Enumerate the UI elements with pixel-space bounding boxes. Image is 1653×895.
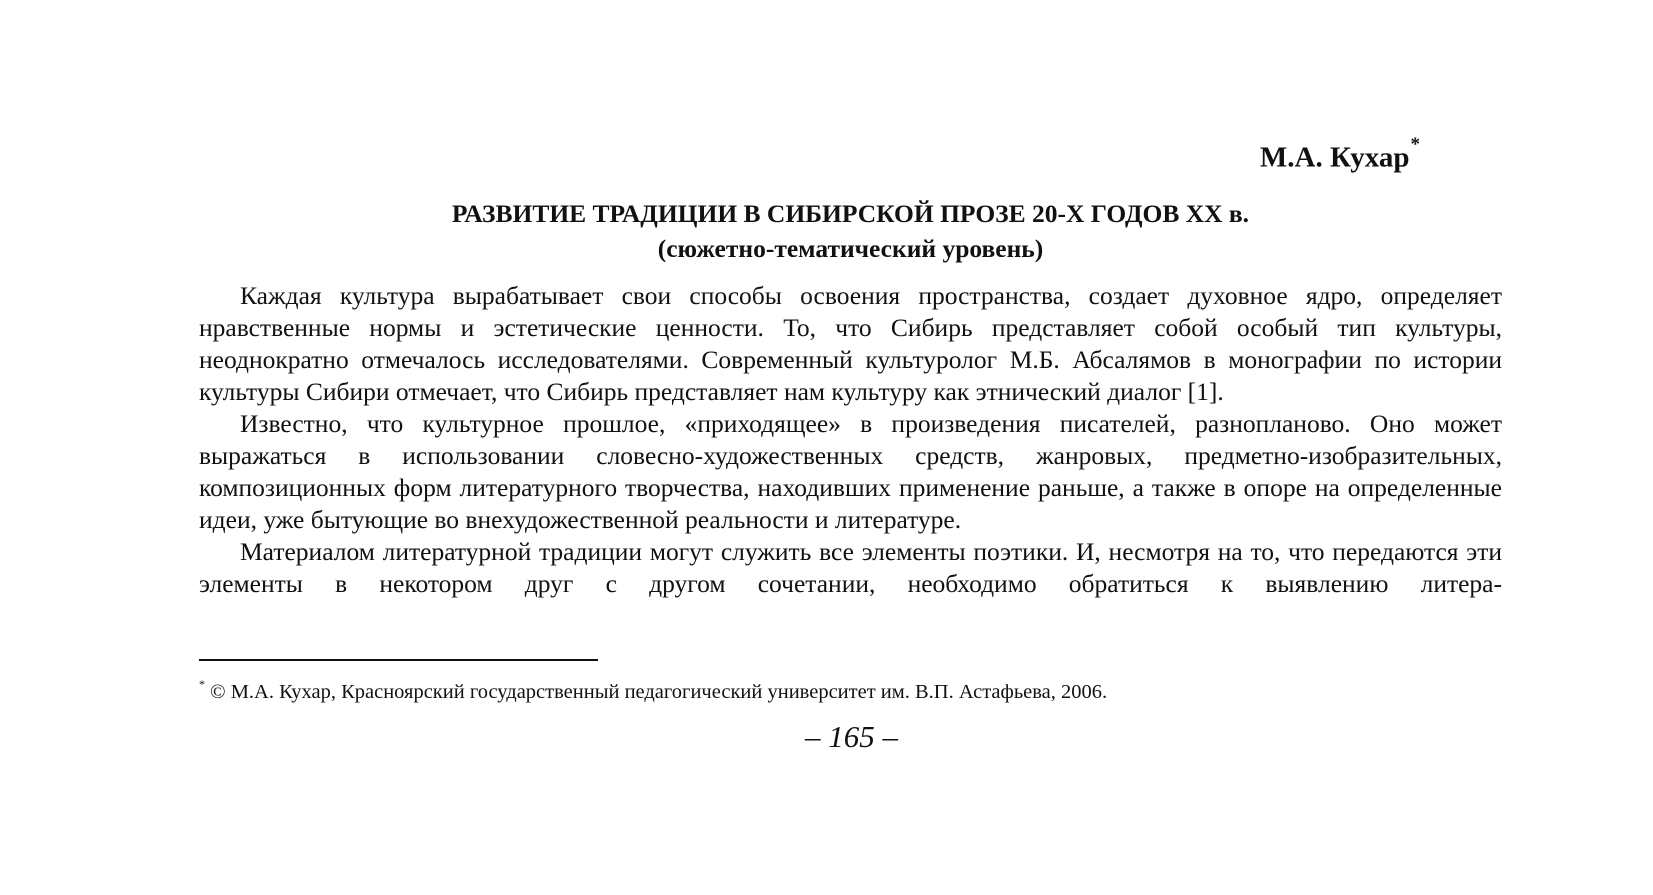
author-name xyxy=(1259,134,1420,175)
author-footnote-mark: * xyxy=(1410,134,1420,155)
title-line-2: (сюжетно-тематический уровень) xyxy=(657,234,1044,263)
author-name-text: М.А. Кухар xyxy=(1259,141,1410,174)
paragraph-3: Материалом литературной традиции могут служить все элементы поэтики. И, несмотря на то, что передаются эти элементы в некотором друг с другом сочетании, необходимо обратиться к выявлению литера- xyxy=(199,537,1502,598)
page-number: – 165 – xyxy=(805,719,898,754)
article-body xyxy=(199,280,1502,600)
footnote-text: © М.А. Кухар, Красноярский государственный педагогический университет им. В.П. Астафьева, 2006. xyxy=(210,680,1108,703)
footnote-divider xyxy=(199,659,598,661)
article-title xyxy=(199,196,1502,266)
footnote-mark: * xyxy=(199,677,205,691)
footnote xyxy=(199,673,1107,705)
title-line-1: РАЗВИТИЕ ТРАДИЦИИ В СИБИРСКОЙ ПРОЗЕ 20-Х ГОДОВ XX в. xyxy=(451,199,1250,228)
paragraph-2: Известно, что культурное прошлое, «приходящее» в произведения писателей, разнопланово. Оно может выражаться в использовании словесно-художественных средств, жанровых, предметно-изобразительных, композиционных форм литературного творчества, находивших применение раньше, а также в опоре на определенные идеи, уже бытующие во внехудожественной реальности и литературе. xyxy=(199,409,1502,534)
paragraph-1: Каждая культура вырабатывает свои способы освоения пространства, создает духовное ядро, определяет нравственные нормы и эстетические ценности. То, что Сибирь представляет собой особый тип культуры, неоднократно отмечалось исследователями. Современный культуролог М.Б. Абсалямов в монографии по истории культуры Сибири отмечает, что Сибирь представляет нам культуру как этнический диалог [1]. xyxy=(199,281,1502,406)
